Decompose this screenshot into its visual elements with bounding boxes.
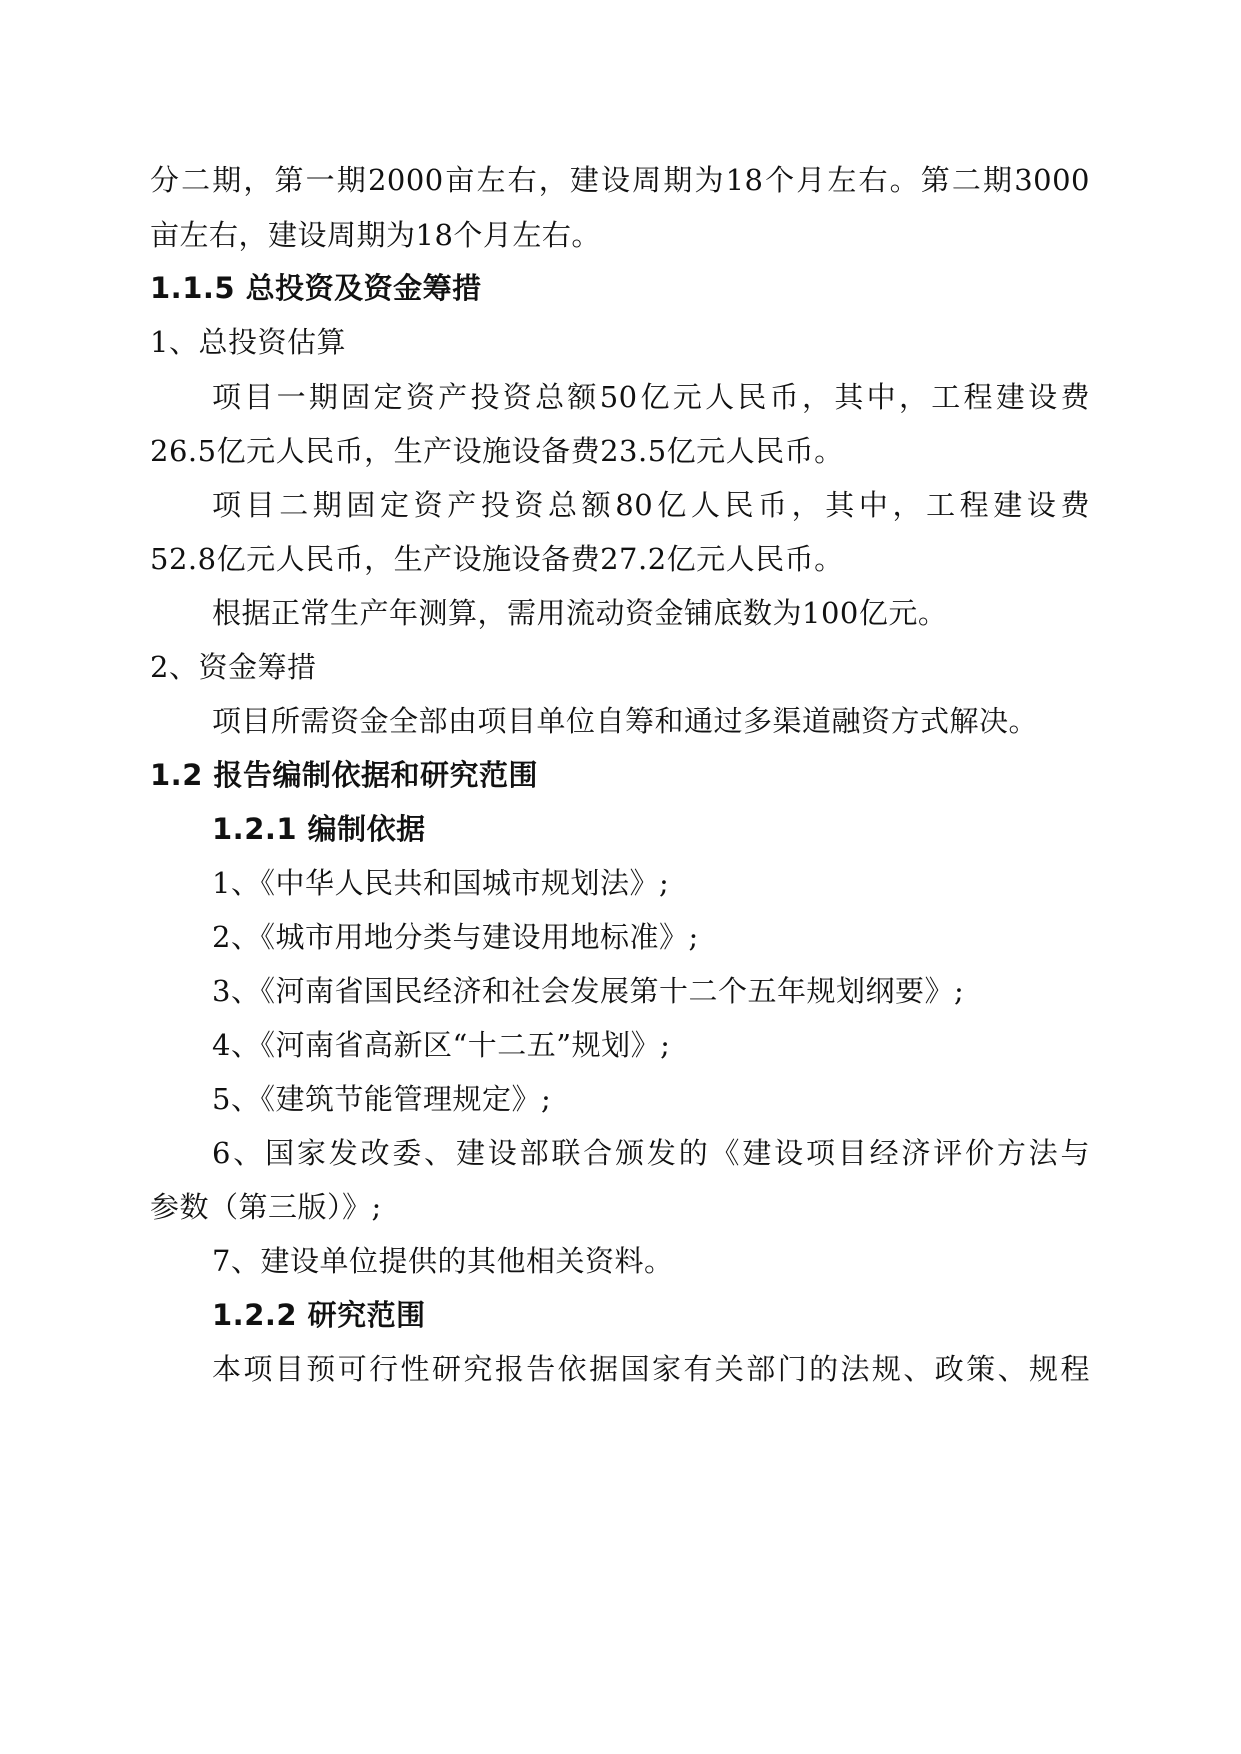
- list-item: 3、《河南省国民经济和社会发展第十二个五年规划纲要》;: [212, 974, 965, 1008]
- list-item: 2、资金筹措: [150, 650, 317, 684]
- section-heading-1-2-1: 1.2.1 编制依据: [212, 812, 426, 846]
- paragraph-line: 项目一期固定资产投资总额50亿元人民币，其中，工程建设费: [212, 380, 1090, 414]
- list-item: 6、国家发改委、建设部联合颁发的《建设项目经济评价方法与: [212, 1136, 1090, 1170]
- paragraph-line: 52.8亿元人民币，生产设施设备费27.2亿元人民币。: [150, 542, 844, 576]
- list-item-continuation: 参数（第三版）》;: [150, 1190, 382, 1224]
- paragraph-line: 亩左右，建设周期为18个月左右。: [150, 218, 601, 252]
- section-heading-1-2: 1.2 报告编制依据和研究范围: [150, 758, 538, 792]
- paragraph-line: 根据正常生产年测算，需用流动资金铺底数为100亿元。: [212, 596, 948, 630]
- list-item: 2、《城市用地分类与建设用地标准》;: [212, 920, 699, 954]
- list-item: 7、建设单位提供的其他相关资料。: [212, 1244, 674, 1278]
- list-item: 5、《建筑节能管理规定》;: [212, 1082, 552, 1116]
- section-heading-1-2-2: 1.2.2 研究范围: [212, 1298, 426, 1332]
- list-item: 1、总投资估算: [150, 325, 346, 359]
- paragraph-line: 项目二期固定资产投资总额80亿人民币，其中，工程建设费: [212, 488, 1090, 522]
- paragraph-line: 26.5亿元人民币，生产设施设备费23.5亿元人民币。: [150, 434, 844, 468]
- paragraph-line: 分二期，第一期2000亩左右，建设周期为18个月左右。第二期3000: [150, 163, 1090, 197]
- list-item: 4、《河南省高新区“十二五”规划》;: [212, 1028, 671, 1062]
- paragraph-line: 本项目预可行性研究报告依据国家有关部门的法规、政策、规程: [212, 1352, 1090, 1386]
- list-item: 1、《中华人民共和国城市规划法》;: [212, 866, 670, 900]
- paragraph-line: 项目所需资金全部由项目单位自筹和通过多渠道融资方式解决。: [212, 704, 1039, 738]
- section-heading-1-1-5: 1.1.5 总投资及资金筹措: [150, 271, 482, 305]
